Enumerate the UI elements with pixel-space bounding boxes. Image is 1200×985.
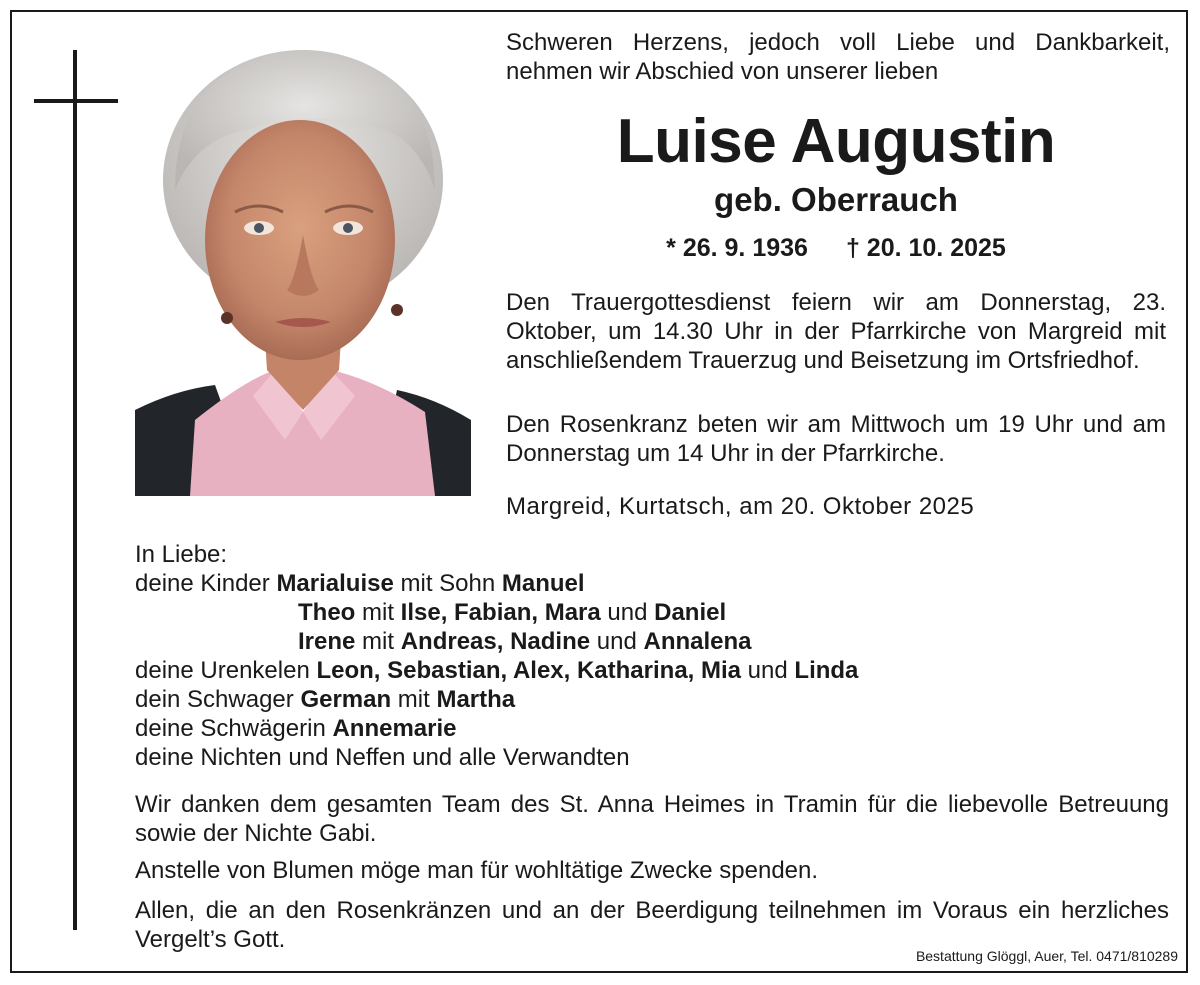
family-list: [135, 540, 1175, 772]
intro-text: Schweren Herzens, jedoch voll Liebe und Dankbarkeit, nehmen wir Abschied von unserer lieben: [506, 29, 1170, 85]
birth-date: * 26. 9. 1936: [666, 234, 808, 262]
family-label: deine Urenkelen: [135, 657, 317, 684]
family-name: Leon, Sebastian, Alex, Katharina, Mia: [316, 657, 742, 684]
family-connector: und: [600, 599, 655, 626]
family-name: Irene: [298, 628, 356, 655]
family-connector: mit: [391, 686, 437, 713]
thanks-text: Wir danken dem gesamten Team des St. Anna Heimes in Tramin für die liebevolle Betreuung sowie der Nichte Gabi.: [135, 791, 1169, 847]
family-name: Martha: [436, 686, 516, 713]
family-name: Annalena: [643, 628, 752, 655]
family-name: Linda: [794, 657, 859, 684]
family-row-great-grandchildren: [135, 656, 1175, 685]
family-row-brother-in-law: [135, 685, 1175, 714]
family-name: Manuel: [501, 570, 585, 597]
closing-text: Allen, die an den Rosenkränzen und an der Beerdigung teilnehmen im Voraus ein herzliches Vergelt’s Gott.: [135, 897, 1169, 953]
family-name: Marialuise: [276, 570, 394, 597]
cross-bar: [34, 99, 118, 103]
family-connector: mit: [355, 628, 401, 655]
family-connector: und: [741, 657, 795, 684]
service-text: Den Trauergottesdienst feiern wir am Donnerstag, 23. Oktober, um 14.30 Uhr in der Pfarrkirche von Margreid mit anschließendem Trauerzug und Beisetzung im Ortsfriedhof.: [506, 289, 1166, 374]
family-label: deine Kinder: [135, 570, 277, 597]
maiden-name: geb. Oberrauch: [714, 181, 958, 218]
family-label: dein Schwager: [135, 686, 301, 713]
family-row-irene: [135, 627, 1175, 656]
deceased-name: Luise Augustin: [616, 107, 1056, 176]
death-date: † 20. 10. 2025: [845, 234, 1006, 262]
family-connector: und: [590, 628, 644, 655]
family-heading: In Liebe:: [135, 541, 228, 568]
donations-text: Anstelle von Blumen möge man für wohltätige Zwecke spenden.: [135, 857, 819, 884]
rosary-text: Den Rosenkranz beten wir am Mittwoch um 19 Uhr und am Donnerstag um 14 Uhr in der Pfarrkirche.: [506, 411, 1166, 467]
family-name: Annemarie: [332, 715, 457, 742]
family-name: Daniel: [654, 599, 727, 626]
family-label: deine Schwägerin: [135, 715, 333, 742]
family-row-theo: [135, 598, 1175, 627]
place-date: Margreid, Kurtatsch, am 20. Oktober 2025: [506, 493, 975, 520]
family-row-sister-in-law: [135, 714, 1175, 743]
funeral-home-credit: Bestattung Glöggl, Auer, Tel. 0471/810289: [915, 948, 1178, 964]
cross-icon: [73, 50, 77, 930]
family-connector: mit: [355, 599, 401, 626]
family-name: Theo: [298, 599, 356, 626]
family-row-relatives: deine Nichten und Neffen und alle Verwandten: [135, 744, 630, 771]
family-name: Andreas, Nadine: [400, 628, 591, 655]
family-row-children: [135, 569, 1175, 598]
family-name: Ilse, Fabian, Mara: [400, 599, 601, 626]
life-dates: [506, 232, 1166, 264]
family-connector: mit Sohn: [393, 570, 502, 597]
family-name: German: [300, 686, 392, 713]
portrait-photo: [135, 40, 471, 496]
